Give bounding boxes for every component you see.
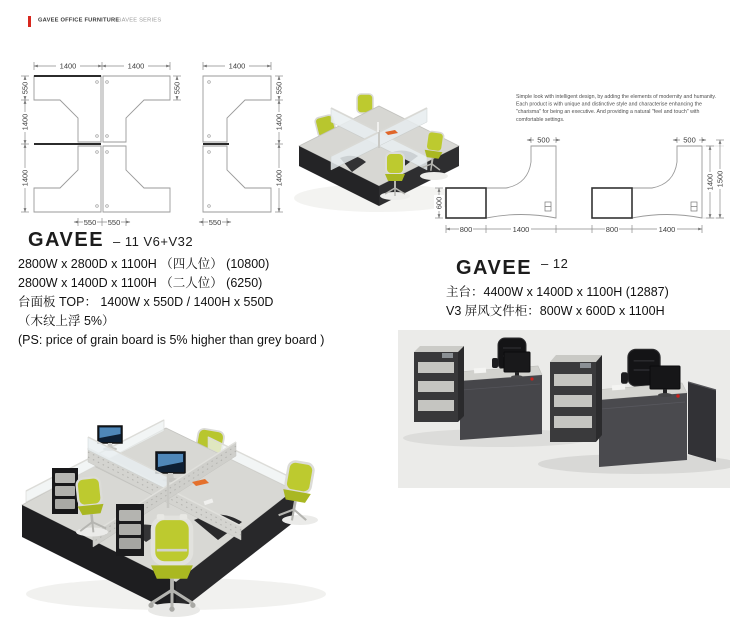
- svg-text:1400: 1400: [658, 224, 676, 234]
- drawer-pedestal: [52, 468, 78, 514]
- series-name-text: GAVEE SERIES: [117, 17, 162, 24]
- svg-text:500: 500: [537, 135, 550, 145]
- plan2-desks: [203, 76, 271, 212]
- product-11-title: [28, 229, 388, 252]
- product-11-spec-line: 2800W x 2800D x 1100H （四人位） (10800): [18, 257, 270, 271]
- product-12-block: [446, 256, 730, 321]
- svg-text:1400: 1400: [512, 224, 530, 234]
- brand-accent-bar: [28, 16, 31, 27]
- intro-paragraph: [516, 93, 721, 129]
- svg-text:550: 550: [83, 217, 97, 227]
- product-11-spec-line: 台面板 TOP： 1400W x 550D / 1400H x 550D: [18, 295, 274, 309]
- svg-text:550: 550: [274, 81, 284, 95]
- series-name: [117, 17, 202, 29]
- product-11-spec-line: （木纹上浮 5%）: [18, 314, 115, 328]
- svg-text:1400: 1400: [274, 169, 284, 187]
- svg-text:600: 600: [434, 196, 444, 210]
- svg-text:1400: 1400: [59, 61, 77, 71]
- svg-text:1400: 1400: [228, 61, 246, 71]
- product-11-block: [18, 229, 388, 350]
- plan-drawing-gavee12: [430, 132, 730, 242]
- svg-text:1400: 1400: [274, 113, 284, 131]
- product-11-model: – 11 V6+V32: [113, 234, 194, 249]
- svg-text:1400: 1400: [127, 61, 145, 71]
- plan12-desks: [446, 146, 702, 218]
- svg-text:800: 800: [459, 224, 473, 234]
- svg-text:550: 550: [20, 81, 30, 95]
- red-accent-dot: [530, 377, 533, 380]
- svg-text:1400: 1400: [20, 169, 30, 187]
- svg-text:550: 550: [172, 81, 182, 95]
- cabinet-badge: [442, 353, 453, 358]
- product-12-spec-line: V3 屏风文件柜：800W x 600D x 1100H: [446, 304, 665, 318]
- product-11-spec-line: 2800W x 1400D x 1100H （二人位） (6250): [18, 276, 263, 290]
- paper: [612, 385, 625, 391]
- svg-text:1400: 1400: [705, 173, 715, 191]
- plan-drawing-four-seat: [12, 56, 187, 238]
- svg-text:800: 800: [605, 224, 619, 234]
- product-12-spec-line: 主台：4400W x 1400D x 1100H (12887): [446, 285, 669, 299]
- svg-text:550: 550: [107, 217, 121, 227]
- intro-text: Simple look with intelligent design, by adding the elements of modernity and humanity. Each product is with unique and distinctive style and characterise enhancing the "charisma" for being an executive. And providing a natural "feel and touch" with comfortable settings.: [516, 93, 717, 123]
- product-12-title: [456, 256, 730, 280]
- product-11-spec-line: (PS: price of grain board is 5% higher than grey board ): [18, 333, 325, 347]
- svg-text:1400: 1400: [20, 113, 30, 131]
- plan-drawing-two-seat: [183, 56, 295, 238]
- paper: [474, 368, 486, 374]
- product-11-name: GAVEE: [28, 229, 105, 251]
- svg-text:1500: 1500: [715, 170, 725, 188]
- product-12-model: – 12: [541, 256, 569, 271]
- photo-workstation-cluster-large: [8, 416, 348, 624]
- photo-reception-desks: [398, 330, 730, 488]
- plan4-desks: [34, 76, 170, 212]
- cabinet-badge: [580, 363, 591, 368]
- svg-text:500: 500: [683, 135, 696, 145]
- end-partition: [688, 382, 716, 462]
- drawer-pedestal: [116, 504, 144, 556]
- brand-name-text: GAVEE OFFICE FURNITURE: [38, 17, 120, 24]
- product-12-name: GAVEE: [456, 257, 533, 279]
- red-accent-dot: [676, 394, 679, 397]
- svg-text:550: 550: [208, 217, 222, 227]
